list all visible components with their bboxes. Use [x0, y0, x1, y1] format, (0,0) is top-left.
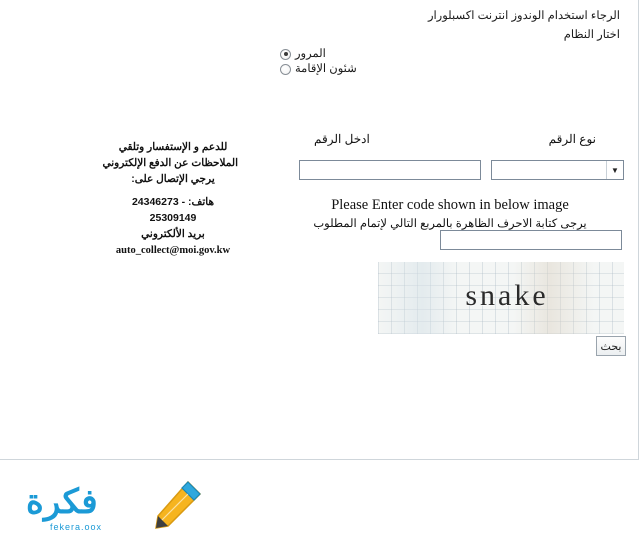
choose-system-label: اختار النظام	[563, 29, 620, 42]
field-labels-row	[288, 132, 618, 146]
contact-email-label: بريد الألكتروني	[141, 227, 205, 240]
captcha-instruction-en: Please Enter code shown in below image	[331, 197, 569, 213]
contact-phone-number-1: 24346273 -	[131, 196, 186, 209]
label-number-type: نوع الرقم	[548, 132, 596, 146]
watermark-subtext: fekera.oox	[50, 522, 103, 532]
radio-icon-residency[interactable]	[280, 64, 291, 75]
pencil-icon	[148, 480, 202, 534]
contact-spacer	[108, 187, 238, 195]
captcha-input[interactable]	[440, 230, 622, 250]
captcha-instruction-ar: يرجى كتابة الاحرف الظاهرة بالمربع التالي لإتمام المطلوب	[313, 218, 587, 230]
captcha-image-text: snake	[465, 279, 549, 312]
contact-line-1: للدعم و الإستفسار وتلقي	[118, 141, 228, 153]
label-enter-number: ادخل الرقم	[314, 132, 370, 146]
search-button[interactable]: بحث	[596, 336, 626, 356]
contact-line-3: يرجي الإتصال على:	[131, 172, 215, 185]
radio-option-traffic[interactable]	[280, 47, 620, 61]
field-inputs-row	[279, 160, 624, 180]
contact-phone-1	[108, 195, 238, 211]
watermark-logo	[16, 480, 226, 536]
contact-email-address[interactable]: auto_collect@moi.gov.kw	[115, 244, 231, 256]
radio-label-traffic: المرور	[295, 48, 326, 61]
chevron-down-icon[interactable]: ▼	[606, 161, 623, 179]
number-input[interactable]	[299, 160, 481, 180]
contact-phone-label: هاتف:	[188, 196, 215, 209]
radio-option-residency[interactable]	[280, 62, 620, 76]
number-type-select[interactable]	[491, 160, 624, 180]
watermark-text: فكرة	[26, 483, 98, 521]
contact-phone-number-2: 25309149	[149, 212, 197, 224]
form-column	[280, 8, 620, 86]
browser-notice: الرجاء استخدام الوندوز انترنت اكسبلورار	[427, 10, 620, 22]
system-radio-group	[280, 47, 620, 76]
radio-label-residency: شئون الإقامة	[295, 63, 357, 76]
contact-line-2: الملاحظات عن الدفع الإلكتروني	[102, 156, 238, 169]
radio-icon-traffic[interactable]	[280, 49, 291, 60]
contact-info-block	[102, 140, 238, 258]
captcha-image	[378, 262, 624, 334]
